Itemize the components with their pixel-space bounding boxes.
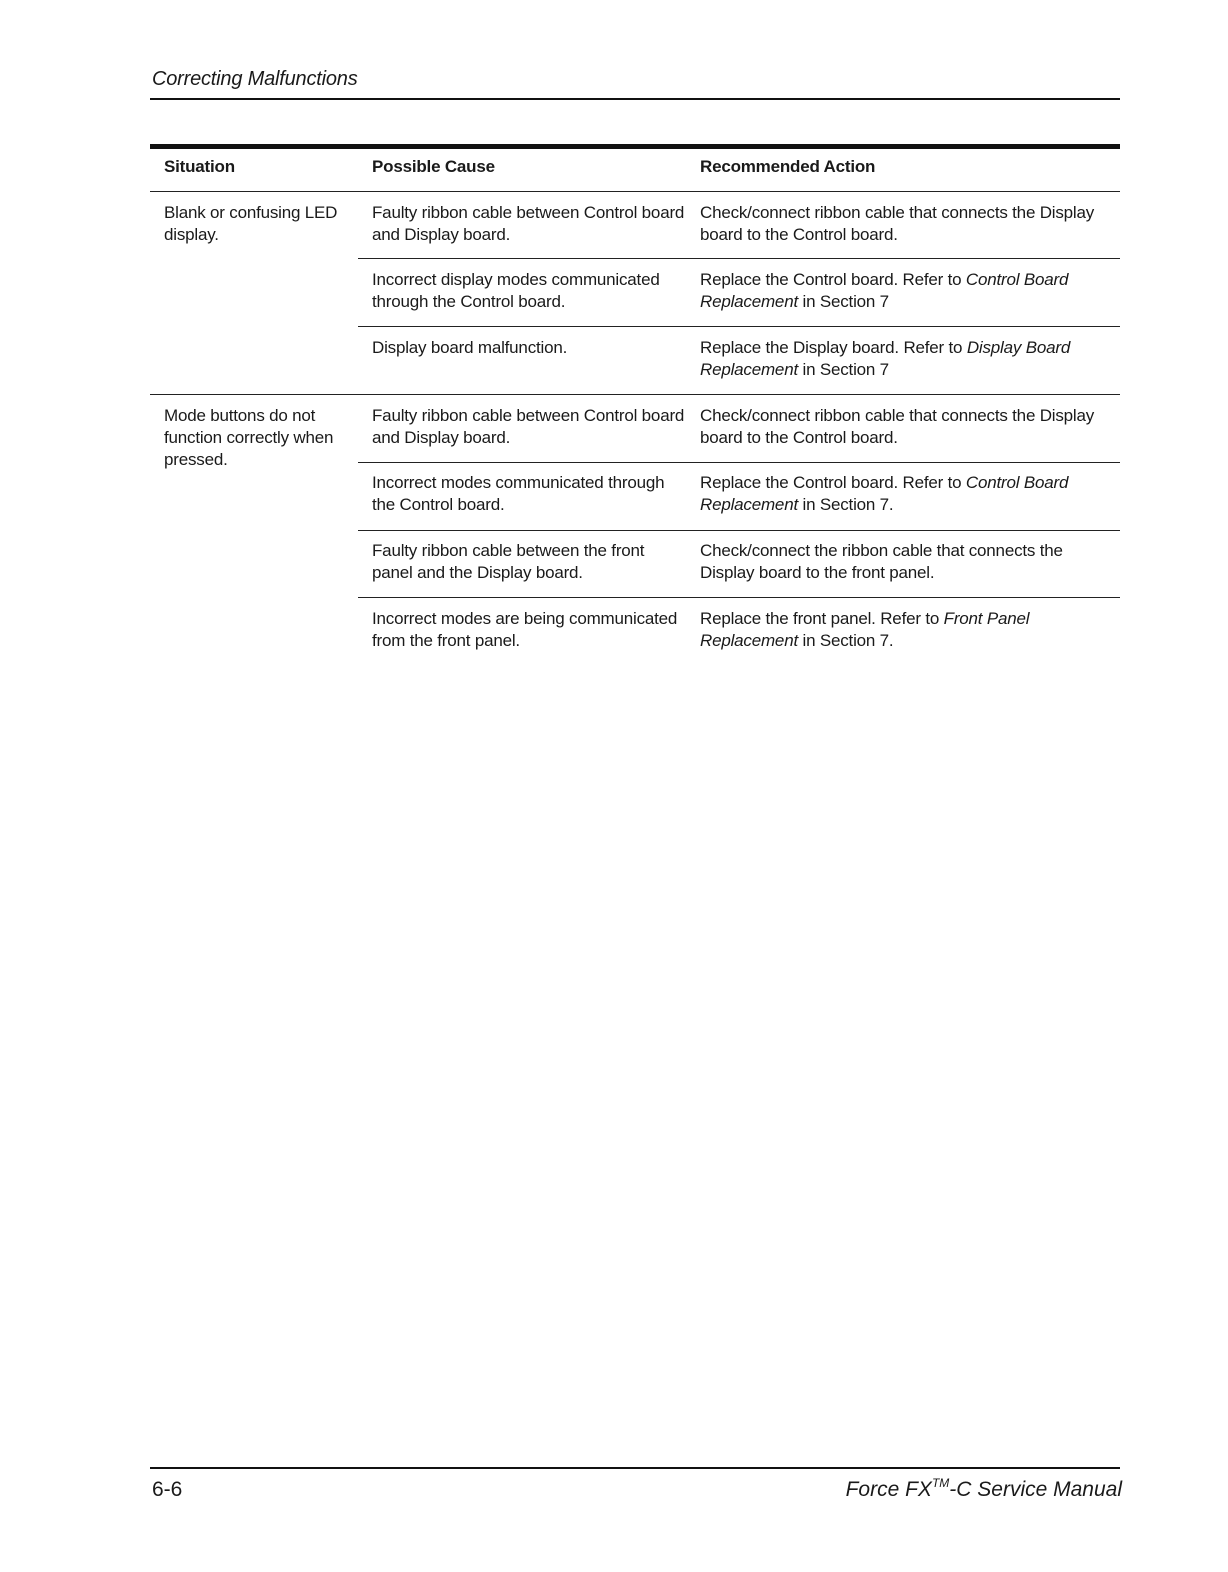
action-line: board to the Control board. <box>700 428 898 447</box>
footer-rule <box>150 1467 1120 1469</box>
cause-cell <box>372 269 692 313</box>
action-line: Check/connect ribbon cable that connects the Display <box>700 203 1095 222</box>
cause-line: and Display board. <box>372 428 511 447</box>
action-text: in Section 7 <box>797 292 889 311</box>
row-divider <box>358 326 1120 327</box>
situation-cell <box>164 405 354 471</box>
action-cell <box>700 202 1120 246</box>
situation-cell <box>164 202 354 246</box>
action-line <box>700 359 1120 381</box>
action-line: Check/connect the ribbon cable that connects the <box>700 541 1063 560</box>
action-cell <box>700 337 1120 381</box>
trademark-mark: TM <box>931 1476 950 1490</box>
cause-cell <box>372 472 692 516</box>
cause-line: Display board malfunction. <box>372 338 568 357</box>
cause-cell <box>372 405 692 449</box>
column-header-situation: Situation <box>164 157 235 176</box>
row-divider <box>358 462 1120 463</box>
action-line <box>700 608 1120 630</box>
cause-cell <box>372 540 692 584</box>
action-line <box>700 472 1120 494</box>
cause-line: Incorrect display modes communicated <box>372 270 660 289</box>
action-text: in Section 7. <box>797 495 894 514</box>
table-top-rule <box>150 144 1120 149</box>
cause-line: and Display board. <box>372 225 511 244</box>
action-reference: Replacement <box>700 292 798 311</box>
action-text: Replace the front panel. Refer to <box>700 609 944 628</box>
group-divider <box>150 394 1120 395</box>
action-reference: Display Board <box>966 338 1071 357</box>
action-line <box>700 269 1120 291</box>
cause-cell <box>372 337 692 359</box>
action-cell <box>700 540 1120 584</box>
action-reference: Replacement <box>700 495 798 514</box>
page-header: Correcting Malfunctions <box>152 68 358 90</box>
action-cell <box>700 472 1120 516</box>
cause-line: Incorrect modes communicated through <box>372 473 665 492</box>
cause-line: panel and the Display board. <box>372 563 583 582</box>
header-bottom-rule <box>150 191 1120 192</box>
column-header-action: Recommended Action <box>700 157 876 176</box>
header-rule <box>150 98 1120 100</box>
manual-title-pre: Force FX <box>845 1478 932 1501</box>
cause-line: Incorrect modes are being communicated <box>372 609 678 628</box>
cause-line: Faulty ribbon cable between Control board <box>372 203 685 222</box>
action-text: in Section 7 <box>797 360 889 379</box>
action-reference: Replacement <box>700 631 798 650</box>
action-line <box>700 630 1120 652</box>
situation-line: Mode buttons do not <box>164 406 316 425</box>
column-header-cause: Possible Cause <box>372 157 495 176</box>
action-cell <box>700 405 1120 449</box>
action-text: Replace the Control board. Refer to <box>700 270 966 289</box>
action-line: Display board to the front panel. <box>700 563 935 582</box>
situation-line: display. <box>164 225 219 244</box>
action-line <box>700 291 1120 313</box>
row-divider <box>358 258 1120 259</box>
action-cell <box>700 608 1120 652</box>
cause-line: Faulty ribbon cable between Control board <box>372 406 685 425</box>
manual-title-post: -C Service Manual <box>949 1478 1122 1501</box>
situation-line: pressed. <box>164 450 228 469</box>
cause-cell <box>372 608 692 652</box>
action-reference: Replacement <box>700 360 798 379</box>
situation-line: function correctly when <box>164 428 334 447</box>
action-reference: Control Board <box>965 473 1069 492</box>
action-reference: Control Board <box>965 270 1069 289</box>
cause-line: Faulty ribbon cable between the front <box>372 541 645 560</box>
cause-cell <box>372 202 692 246</box>
action-text: in Section 7. <box>797 631 894 650</box>
action-line <box>700 494 1120 516</box>
cause-line: through the Control board. <box>372 292 566 311</box>
manual-title <box>846 1478 1122 1502</box>
cause-line: the Control board. <box>372 495 505 514</box>
action-text: Replace the Control board. Refer to <box>700 473 966 492</box>
action-line: Check/connect ribbon cable that connects the Display <box>700 406 1095 425</box>
situation-line: Blank or confusing LED <box>164 203 338 222</box>
action-cell <box>700 269 1120 313</box>
action-reference: Front Panel <box>943 609 1030 628</box>
cause-line: from the front panel. <box>372 631 520 650</box>
row-divider <box>358 530 1120 531</box>
row-divider <box>358 597 1120 598</box>
action-line: board to the Control board. <box>700 225 898 244</box>
page-number: 6-6 <box>152 1478 183 1501</box>
action-text: Replace the Display board. Refer to <box>700 338 967 357</box>
action-line <box>700 337 1120 359</box>
